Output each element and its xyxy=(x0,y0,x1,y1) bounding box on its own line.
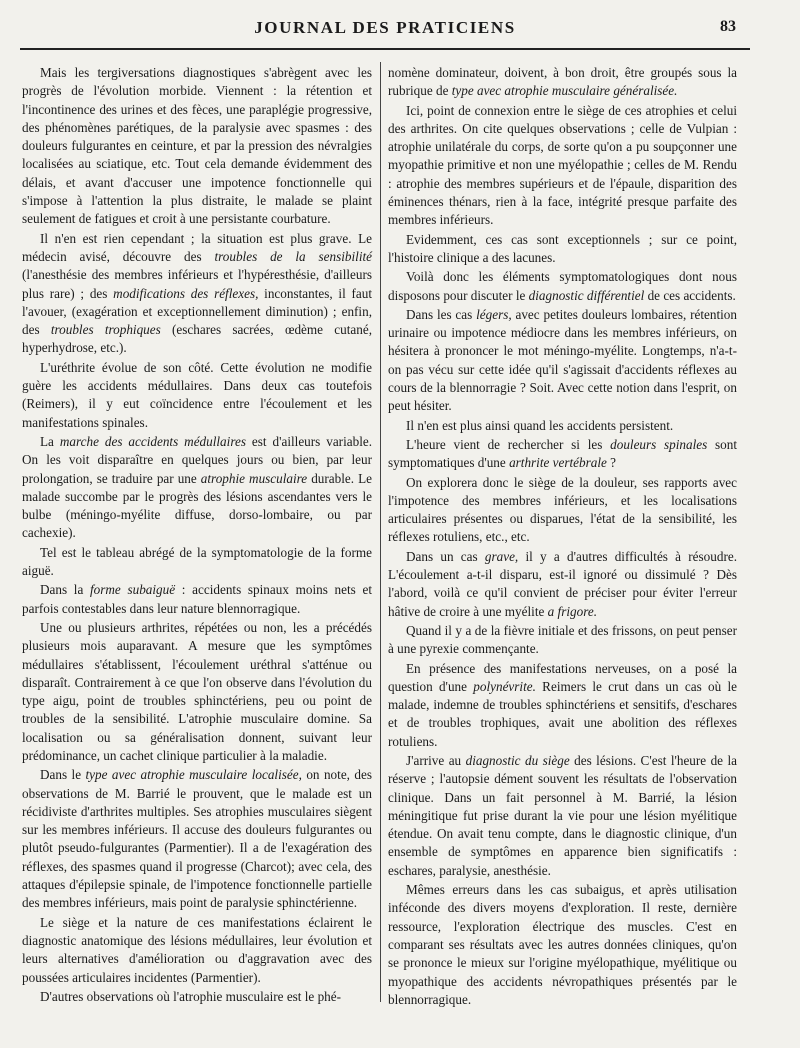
paragraph-text: On explorera donc le siège de la douleur, ses rapports avec l'impotence des membres inférieurs, et les localisations articulaires présentes ou disparues, l'état de la sensibilité, les réflexes rotuliens, etc., etc. xyxy=(388,474,737,545)
paragraph-text: avec petites douleurs lombaires, rétention urinaire ou impotence médiocre dans les membres inférieurs, on hésitera à prononcer le mot méningo-myélite. Longtemps, n'a-t-on pas vécu sur cette idée qu'il s'agissait d'accidents réflexes au cours de la blennorragie ? Soit. Avec cette notion dans l'esprit, on peut hésiter. xyxy=(388,306,737,414)
left-column xyxy=(22,64,372,1007)
right-column xyxy=(388,64,737,1010)
paragraph xyxy=(22,433,372,543)
paragraph xyxy=(388,102,737,230)
paragraph xyxy=(388,881,737,1009)
paragraph-text: Dans le xyxy=(40,767,86,783)
italic-term: a frigore. xyxy=(547,603,597,619)
paragraph xyxy=(388,660,737,751)
paragraph-text: durable. Le malade succombe par le progrès des lésions ascendantes vers le bulbe (méningo-myélite diffuse, dorso-lombaire, ou par cachexie). xyxy=(22,470,372,541)
italic-term: diagnostic du siège xyxy=(465,752,570,768)
paragraph-text: Mais les tergiversations diagnostiques s'abrègent avec les progrès de l'évolution morbide. Viennent : la rétention et l'incontinence des urines et des fèces, une paraplégie progressive, des phénomènes parétiques, de la paralysie avec spasmes : des douleurs fulgurantes en ceinture, et par la pression des névralgies localisées au sciatique, etc. Tout cela demande évidemment des délais, et avant d'accuser une impotence fonctionnelle qui s'impose à l'attention la plus distraite, le malade se plaint seulement de fatigues et croit à une persistante courbature. xyxy=(22,65,372,227)
header-rule xyxy=(20,48,750,50)
paragraph xyxy=(388,306,737,416)
paragraph-text: Il n'en est rien cependant ; la situation est plus grave. Le médecin avisé, découvre des xyxy=(22,230,372,264)
paragraph xyxy=(388,548,737,621)
paragraph xyxy=(22,64,372,229)
paragraph-text: La xyxy=(40,433,60,449)
paragraph-text: Ici, point de connexion entre le siège de ces atrophies et celui des arthrites. On cite quelques observations ; celle de Vulpian : atrophie unilatérale du corps, de sorte qu'on a pu soupçonner une myopathie primitive et non une myélopathie ; celles de M. Rendu : atrophie des membres supérieurs et de l'épaule, disparition des éminences thénars, rien à la face, intégrité presque parfaite des membres inférieurs. xyxy=(388,102,737,228)
italic-term: forme subaiguë xyxy=(90,582,176,598)
paragraph-text: En présence des manifestations nerveuses, on a posé la question d'une xyxy=(388,660,737,694)
paragraph-text: J'arrive au xyxy=(406,752,466,768)
paragraph-text: Evidemment, ces cas sont exceptionnels ; sur ce point, l'histoire clinique a des lacunes. xyxy=(388,231,737,265)
paragraph-text: Une ou plusieurs arthrites, répétées ou non, les a précédés plusieurs mois auparavant. A mesure que les symptômes médullaires s'établissent, l'écoulement uréthral s'atténue ou disparaît. Contrairement à ce que l'on observe dans l'évolution du type aigu, point de troubles sphinctériens, peu ou point de troubles de la sensibilité. L'atrophie musculaire domine. Sa localisation ou sa généralisation donnent, suivant leur prédominance, un cachet clinique particulier à la maladie. xyxy=(22,619,372,763)
paragraph-text: Il n'en est plus ainsi quand les accidents persistent. xyxy=(406,417,674,433)
paragraph-text: Dans les cas xyxy=(406,306,477,322)
paragraph xyxy=(388,268,737,305)
paragraph-text: on note, des observations de M. Barrié le prouvent, que le malade est un récidiviste d'arthrites multiples. Ses atrophies musculaires siègent sur les membres inférieurs. Il accuse des douleurs fulgurantes ou plutôt pseudo-fulgurantes (Parmentier). Il a de l'exagération des réflexes, des spasmes quand il progresse (Charcot); avec cela, des attaques d'épilepsie spinale, de l'impotence fonctionnelle partielle des membres inférieurs, mais point de paralysie sphinctérienne. xyxy=(22,767,372,911)
paragraph-text: inconstantes, il faut l'avouer, (exagération et exceptionnellement diminution) ; enfin, des xyxy=(22,285,372,338)
paragraph-text: il y a d'autres difficultés à résoudre. L'écoulement a-t-il disparu, est-il ignoré ou dissimulé ? Dès l'abord, voilà ce qu'il convient de préciser pour éviter l'erreur hâtive de croire à une myélite xyxy=(388,548,737,619)
italic-term: grave, xyxy=(484,548,519,564)
paragraph xyxy=(388,752,737,880)
paragraph-text: (l'anesthésie des membres inférieurs et l'hypéresthésie, d'ailleurs plus rare) ; des xyxy=(22,267,372,301)
paragraph-text: L'heure vient de rechercher si les xyxy=(406,436,611,452)
paragraph-text: Tel est le tableau abrégé de la symptomatologie de la forme aiguë. xyxy=(22,544,372,579)
journal-title: JOURNAL DES PRATICIENS xyxy=(254,18,516,37)
paragraph-text: (eschares sacrées, œdème cutané, hyperhydrose, etc.). xyxy=(22,322,372,356)
italic-term: troubles de la sensibilité xyxy=(214,248,373,264)
italic-term: arthrite vertébrale xyxy=(509,455,607,471)
paragraph xyxy=(22,766,372,912)
paragraph-text: : accidents spinaux moins nets et parfois contestables dans leur nature blennorragique. xyxy=(22,582,372,616)
paragraph xyxy=(22,544,372,581)
paragraph xyxy=(22,581,372,618)
paragraph xyxy=(388,474,737,547)
running-header xyxy=(20,16,750,46)
italic-term: polynévrite. xyxy=(473,678,536,694)
paragraph xyxy=(388,622,737,659)
paragraph-text: est d'ailleurs variable. On les voit disparaître en quelques jours ou bien, par leur prolongation, se traduire par une xyxy=(22,433,373,486)
paragraph-text: ? xyxy=(606,455,617,471)
italic-term: marche des accidents médullaires xyxy=(59,433,246,449)
paragraph-text: Le siège et la nature de ces manifestations éclairent le diagnostic anatomique des lésions médullaires, leur évolution et leurs alternatives d'amélioration ou d'aggravation avec des poussées articulaires incidentes (Parmentier). xyxy=(22,914,372,985)
paragraph xyxy=(388,436,737,473)
italic-term: type avec atrophie musculaire généralisée. xyxy=(451,83,678,99)
paragraph xyxy=(22,914,372,987)
paragraph-text: nomène dominateur, doivent, à bon droit, être groupés sous la rubrique de xyxy=(388,65,737,99)
paragraph-text: sont symptomatiques d'une xyxy=(388,436,738,471)
column-divider xyxy=(380,62,381,1002)
paragraph-text: Dans un cas xyxy=(406,548,485,564)
paragraph xyxy=(388,231,737,268)
paragraph-text: des lésions. C'est l'heure de la réserve ; l'autopsie dément souvent les résultats de l'observation clinique. Dans un fait personnel à M. Barrié, la lésion méningitique fut prise durant la vie pour une lésion myélitique étendue. On avait tenu compte, dans le diagnostic clinique, d'un ensemble de symptômes en apparence bien significatifs : eschares, paralysie, anesthésie. xyxy=(388,752,738,878)
paragraph xyxy=(388,417,737,435)
italic-term: légers, xyxy=(476,306,512,322)
paragraph xyxy=(22,359,372,432)
paragraph-text: Mêmes erreurs dans les cas subaigus, et après utilisation inféconde des divers moyens d'exploration. Il reste, dernière ressource, l'exploration électrique des muscles. C'est en comparant ses résultats avec les autres données cliniques, qu'on se prononce le mieux sur l'origine myélopathique, myélitique ou myopathique des accidents névropathiques présentés par le blennorragique. xyxy=(388,882,737,1007)
paragraph-text: L'uréthrite évolue de son côté. Cette évolution ne modifie guère les accidents médullaires. Dans deux cas toutefois (Reimers), il y eut coïncidence entre l'écoulement et les manifestations spinales. xyxy=(22,359,372,430)
italic-term: douleurs spinales xyxy=(610,436,708,452)
paragraph-text: Dans la xyxy=(40,582,91,598)
italic-term: modifications des réflexes, xyxy=(113,285,259,301)
paragraph-text: de ces accidents. xyxy=(644,287,736,303)
italic-term: type avec atrophie musculaire localisée, xyxy=(85,767,302,783)
page-number: 83 xyxy=(720,18,736,35)
paragraph-text: Quand il y a de la fièvre initiale et des frissons, on peut penser à une pyrexie commençante. xyxy=(388,622,737,657)
italic-term: atrophie musculaire xyxy=(200,470,308,486)
paragraph xyxy=(22,988,372,1006)
paragraph xyxy=(388,64,737,101)
italic-term: troubles trophiques xyxy=(50,322,161,338)
paragraph-text: Voilà donc les éléments symptomatologiques dont nous disposons pour discuter le xyxy=(388,269,737,303)
italic-term: diagnostic différentiel xyxy=(528,287,645,303)
paragraph xyxy=(22,619,372,765)
paragraph-text: Reimers le crut dans un cas où le malade, indemne de troubles sphinctériens et sensitifs, d'eschares et de troubles trophiques, avait une abolition des réflexes rotuliens. xyxy=(388,678,737,749)
paragraph xyxy=(22,230,372,358)
paragraph-text: D'autres observations où l'atrophie musculaire est le phé- xyxy=(40,988,342,1004)
